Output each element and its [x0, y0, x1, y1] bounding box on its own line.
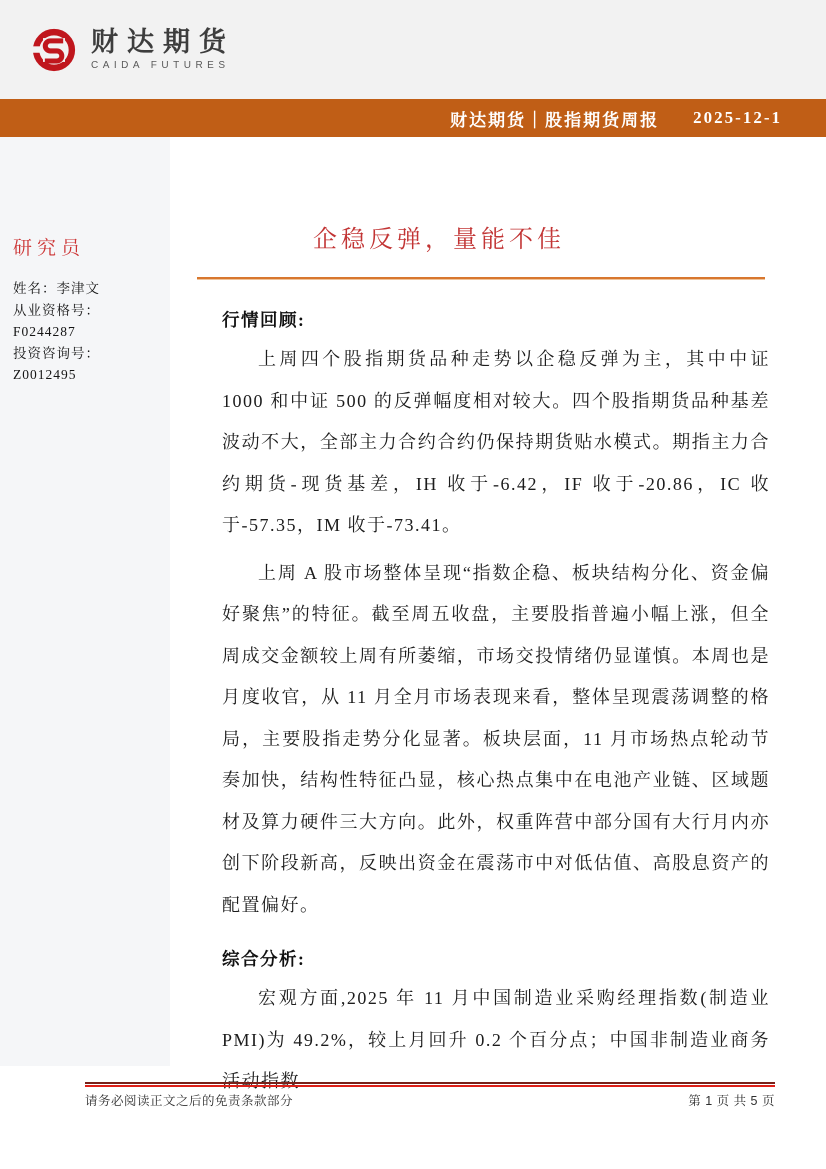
qualification-number: F0244287: [13, 324, 76, 339]
paragraph: 上周 A 股市场整体呈现“指数企稳、板块结构分化、资金偏好聚焦”的特征。截至周五收盘，主要股指普遍小幅上涨，但全周成交金额较上周有所萎缩，市场交投情绪仍显谨慎。本周也是月度收官，从 11 月全月市场表现来看，整体呈现震荡调整的格局，主要股指走势分化显著。板块层面，11 月市场热点轮动节奏加快，结构性特征凸显，核心热点集中在电池产业链、区域题材及算力硬件三大方向。此外，权重阵营中部分国有大行月内亦创下阶段新高，反映出资金在震荡市中对低估值、高股息资产的配置偏好。: [222, 562, 770, 915]
page-number: 第 1 页 共 5 页: [688, 1094, 775, 1108]
advisory-label: 投资咨询号：: [13, 345, 100, 361]
researcher-name: 姓名：李津文: [13, 281, 100, 296]
researcher-role-title: 研究员: [13, 238, 86, 259]
brand-header: [0, 0, 826, 99]
researcher-sidebar: [0, 137, 170, 1066]
section-heading-analysis: 综合分析:: [222, 949, 306, 969]
company-name-cn: 财达期货: [91, 27, 235, 57]
company-logo: [32, 28, 235, 72]
section-heading-market-review: 行情回顾:: [222, 310, 306, 330]
report-body: [170, 137, 826, 1103]
title-underline: [197, 277, 765, 280]
footer-disclaimer: 请务必阅读正文之后的免责条款部分: [85, 1094, 294, 1108]
paragraph: 上周四个股指期货品种走势以企稳反弹为主，其中中证 1000 和中证 500 的反弹幅度相对较大。四个股指期货品种基差波动不大，全部主力合约合约仍保持期货贴水模式。期指主力合约期货-现货基差，IH 收于-6.42，IF 收于-20.86，IC 收于-57.35，IM 收于-73.41。: [222, 349, 770, 535]
advisory-number: Z0012495: [13, 367, 77, 382]
caida-futures-emblem-icon: [32, 28, 76, 72]
report-header-title: 财达期货｜股指期货周报: [450, 110, 660, 130]
footer-divider: [85, 1082, 775, 1087]
content-area: [0, 137, 826, 1103]
report-date: 2025-12-1: [693, 108, 782, 127]
company-name-en: CAIDA FUTURES: [91, 60, 230, 71]
page-footer: [85, 1082, 775, 1109]
report-header-bar: [0, 99, 826, 137]
report-title: 企稳反弹，量能不佳: [313, 227, 565, 253]
paragraph: 宏观方面,2025 年 11 月中国制造业采购经理指数(制造业 PMI)为 49.2%，较上月回升 0.2 个百分点；中国非制造业商务活动指数: [222, 988, 770, 1091]
qualification-label: 从业资格号：: [13, 302, 100, 318]
